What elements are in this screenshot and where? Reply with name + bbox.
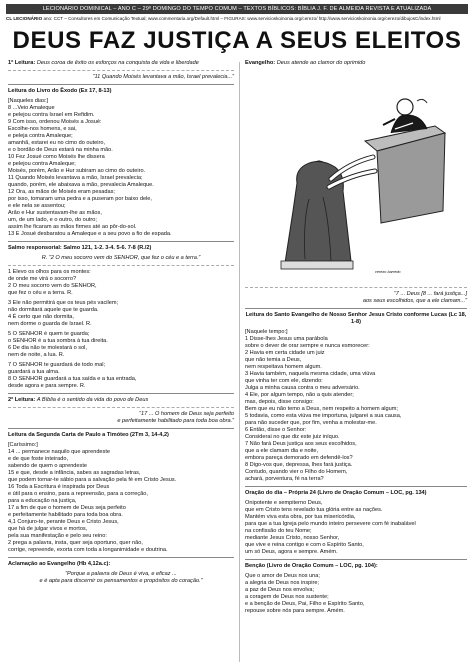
text-line: repouse sobre nós para sempre. Amém. (245, 608, 345, 614)
first-reading-heading: 1ª Leitura: Deus coroa de êxito os esforços na conquista da vida e liberdade (8, 60, 199, 66)
text-line: guardará a tua alma. (8, 369, 60, 375)
text-line: por isso, tomaram uma pedra e a puseram por baixo dele, (8, 196, 152, 202)
text-line: e pelejou contra Amaleque; (8, 161, 76, 167)
acclamation-heading: Aclamação ao Evangelho (Hb 4,12a.c): (8, 561, 111, 567)
prayer-text (245, 500, 467, 556)
divider (245, 559, 467, 560)
text-line: 9 Com isso, ordenou Moisés a Josué: (8, 119, 102, 125)
text-line: 3 Ele não permitirá que os teus pés vacilem; (8, 300, 119, 306)
text-line: Mantém viva esta obra, por tua misericórdia, (245, 514, 356, 520)
text-line: 1 Elevo os olhos para os montes: (8, 269, 91, 275)
text-line: para que a tua Igreja pelo mundo inteiro persevere com fé inabalável (245, 521, 416, 527)
text-line: 11 Quando Moisés levantava a mão, Israel prevalecia; (8, 175, 143, 181)
text-line: sobre o dever de orar sempre e nunca esmorecer: (245, 343, 370, 349)
text-line: Moisés, porém, Arão e Hur subiram ao cimo do outeiro. (8, 168, 146, 174)
text-line: e pelejou contra Israel em Refidim. (8, 112, 95, 118)
text-line: 10 Fez Josué como Moisés lhe dissera (8, 154, 105, 160)
gospel-reference: Leitura do Santo Evangelho de Nosso Senhor Jesus Cristo conforme Lucas (Lc 18, 1-8) (245, 312, 467, 325)
psalm-stanza (8, 269, 234, 297)
text-line: que a ele clamam dia e noite, (245, 448, 319, 454)
text-line: Contudo, quando vier o Filho do Homem, (245, 469, 348, 475)
text-line: que vinha ter com ele, dizendo: (245, 378, 323, 384)
text-line: 13 E Josué desbaratou a Amaleque e a seu povo a fio de espada. (8, 231, 172, 237)
text-line: um só Deus, agora e sempre. Amém. (245, 549, 338, 555)
text-line: não dormitará aquele que te guarda. (8, 307, 99, 313)
text-line: corrige, repreende, exorta com toda a longanimidade e doutrina. (8, 547, 168, 553)
text-line: 8 Digo-vos que, depressa, lhes fará justiça. (245, 462, 353, 468)
second-reading-quote-line: “17 ... O homem de Deus seja perfeito (139, 411, 234, 417)
header-bar: LECIONÁRIO DOMINICAL – ANO C – 29º DOMINGO DO TEMPO COMUM – TEXTOS BÍBLICOS: BÍBLIA J. F. DE ALMEIDA REVISTA E ATUALIZADA (6, 4, 468, 14)
second-reading-heading: 2ª Leitura: A Bíblia é o sentido da vida do povo de Deus (8, 397, 149, 403)
text-line: 1 Disse-lhes Jesus uma parábola (245, 336, 328, 342)
blessing-heading: Benção (Livro de Oração Comum – LOC, pg. 104): (245, 563, 378, 569)
text-line: Considerai no que diz este juiz iníquo. (245, 434, 340, 440)
psalm-stanza (8, 300, 234, 328)
text-line: mediante Jesus Cristo, nosso Senhor, (245, 535, 340, 541)
text-line: pela sua manifestação e pelo seu reino: (8, 533, 107, 539)
text-line: 4 É certo que não dormita, (8, 314, 74, 320)
text-line: na confissão do teu Nome; (245, 528, 312, 534)
text-line: e ele nela se assentou; (8, 203, 66, 209)
text-line: a alegria de Deus nos inspire; (245, 580, 320, 586)
text-line: de onde me virá o socorro? (8, 276, 77, 282)
text-line: um, de um lado, e o outro, do outro; (8, 217, 97, 223)
text-line: 6 Então, disse o Senhor: (245, 427, 307, 433)
text-line: quando, porém, ele abaixava a mão, prevalecia Amaleque. (8, 182, 154, 188)
text-line: mas, depois, disse consigo: (245, 399, 314, 405)
divider (245, 486, 467, 487)
credits-label: CL LECIONÁRIO (6, 16, 43, 21)
gospel-text (245, 329, 467, 483)
text-line: a paz de Deus nos envolva; (245, 587, 315, 593)
psalm-stanza (8, 331, 234, 359)
gospel-quote-line: “7 ... Deus [8 ... fará justiça...] (393, 291, 467, 297)
judge-and-widow-illustration (245, 71, 467, 281)
credits-line (6, 15, 468, 23)
right-column (245, 60, 467, 615)
divider (8, 70, 234, 71)
text-line: 15 e que, desde a infância, sabes as sagradas letras, (8, 470, 141, 476)
divider (8, 393, 234, 394)
text-line: 17 a fim de que o homem de Deus seja perfeito (8, 505, 126, 511)
psalm-response: R. “2 O meu socorro vem do SENHOR, que fez o céu e a terra.” (41, 255, 201, 261)
text-line: e o bordão de Deus estará na minha mão. (8, 147, 113, 153)
text-line: desde agora e para sempre. R. (8, 383, 86, 389)
text-line: 2 O meu socorro vem do SENHOR, (8, 283, 97, 289)
psalm-heading: Salmo responsorial: Salmo 121, 1-2. 3-4. 5-6. 7-8 (R./2) (8, 245, 152, 251)
text-line: que há de julgar vivos e mortos, (8, 526, 88, 532)
text-line: 12 Ora, as mãos de Moisés eram pesadas; (8, 189, 115, 195)
text-line: a coragem de Deus nos sustente; (245, 594, 329, 600)
text-line: para a educação na justiça, (8, 498, 77, 504)
text-line: que podem tornar-te sábio para a salvação pela fé em Cristo Jesus. (8, 477, 177, 483)
second-reading-reference: Leitura da Segunda Carta de Paulo a Timóteo (2Tm 3, 14-4,2) (8, 432, 169, 438)
divider (8, 241, 234, 242)
text-line: o SENHOR é a tua sombra à tua direita. (8, 338, 108, 344)
text-line: 6 De dia não te molestará o sol, (8, 345, 87, 351)
text-line: [Naquele tempo:] (245, 329, 288, 335)
divider (8, 84, 234, 85)
artist-signature: cerezo barredo (375, 270, 401, 274)
text-line: 8 ...Veio Amaleque (8, 105, 55, 111)
text-line: e peleja contra Amaleque; (8, 133, 73, 139)
text-line: sabendo de quem o aprendeste (8, 463, 87, 469)
text-line: “Porque a palavra de Deus é viva, e eficaz ... (65, 571, 177, 577)
text-line: Onipotente e sempiterno Deus, (245, 500, 323, 506)
divider (8, 265, 234, 266)
text-line: 3 Havia também, naquela mesma cidade, uma viúva (245, 371, 376, 377)
text-line: 4,1 Conjuro-te, perante Deus e Cristo Jesus, (8, 519, 119, 525)
text-line: e de que foste inteirado, (8, 456, 69, 462)
psalm-text (8, 269, 234, 390)
divider (8, 407, 234, 408)
first-reading-reference: Leitura do Livro do Êxodo (Ex 17, 8-13) (8, 88, 112, 94)
divider (245, 308, 467, 309)
text-line: Arão e Hur sustentavam-lhe as mãos, (8, 210, 102, 216)
credits-text: ano: CCT – Consultores em Comunicação Textual; www.commentaria.org/Default.html – FIGURAS: www.servicioskoinonia.org/cerezo/ http://www.servicioskoinonia.org/cerezo/dibujosC/index.html (43, 16, 441, 21)
text-line: nem de noite, a lua. R. (8, 352, 65, 358)
text-line: 14 ... permanece naquilo que aprendeste (8, 449, 111, 455)
acclamation-text (8, 571, 234, 585)
text-line: Julga a minha causa contra o meu adversário. (245, 385, 360, 391)
text-line: achará, porventura, fé na terra? (245, 476, 324, 482)
text-line: 5 O SENHOR é quem te guarda; (8, 331, 90, 337)
text-line: 2 Havia em certa cidade um juiz (245, 350, 325, 356)
text-line: embora pareça demorado em defendê-los? (245, 455, 353, 461)
text-line: 7 O SENHOR te guardará de todo mal; (8, 362, 106, 368)
text-line: e útil para o ensino, para a repreensão, para a correção, (8, 491, 148, 497)
text-line: e é apta para discernir os pensamentos e propósitos do coração.” (39, 578, 203, 584)
first-reading-text (8, 98, 234, 238)
second-reading-quote-line: e perfeitamente habilitado para toda boa obra.” (117, 418, 234, 424)
text-line: para não suceder que, por fim, venha a molestar-me. (245, 420, 377, 426)
divider (8, 428, 234, 429)
column-divider (239, 62, 240, 662)
page-title: DEUS FAZ JUSTIÇA A SEUS ELEITOS (12, 27, 462, 54)
text-line: e a benção de Deus, Pai, Filho e Espírito Santo, (245, 601, 365, 607)
gospel-quote-line: aos seus escolhidos, que a ele clamam...” (362, 298, 467, 304)
text-line: que fez o céu e a terra. R. (8, 290, 73, 296)
left-column (8, 60, 234, 585)
second-reading-text (8, 442, 234, 554)
text-line: Bem que eu não temo a Deus, nem respeito a homem algum; (245, 406, 398, 412)
text-line: 4 Ele, por algum tempo, não a quis atender; (245, 392, 354, 398)
text-line: 5 todavia, como esta viúva me importuna, julgarei a sua causa, (245, 413, 402, 419)
text-line: 16 Toda a Escritura é inspirada por Deus (8, 484, 110, 490)
psalm-stanza (8, 362, 234, 390)
text-line: nem respeitava homem algum. (245, 364, 322, 370)
text-line: [Naqueles dias:] (8, 98, 49, 104)
blessing-text (245, 573, 467, 615)
text-line: que em Cristo tens revelado tua glória entre as nações. (245, 507, 383, 513)
text-line: [Caríssimo:] (8, 442, 38, 448)
text-line: amanhã, estarei eu no cimo do outeiro, (8, 140, 106, 146)
text-line: Que o amor de Deus nos una; (245, 573, 320, 579)
text-line: 8 O SENHOR guardará a tua saída e a tua entrada, (8, 376, 137, 382)
text-line: que não temia a Deus, (245, 357, 302, 363)
divider (245, 287, 467, 288)
text-line: que vive e reina contigo e com o Espírito Santo, (245, 542, 364, 548)
first-reading-quote: “11 Quando Moisés levantava a mão, Israel prevalecia...” (92, 74, 234, 80)
text-line: 2 prega a palavra, insta, quer seja oportuno, quer não, (8, 540, 143, 546)
text-line: nem dorme o guarda de Israel. R. (8, 321, 92, 327)
text-line: assim lhe ficaram as mãos firmes até ao pôr-do-sol. (8, 224, 137, 230)
text-line: 7 Não fará Deus justiça aos seus escolhidos, (245, 441, 357, 447)
text-line: e perfeitamente habilitado para toda boa obra. (8, 512, 123, 518)
divider (8, 557, 234, 558)
text-line: Escolhe-nos homens, e sai, (8, 126, 77, 132)
prayer-heading: Oração do dia – Própria 24 (Livro de Oração Comum – LOC, pg. 134) (245, 490, 427, 496)
gospel-heading: Evangelho: Deus atende ao clamor do oprimido (245, 60, 366, 66)
